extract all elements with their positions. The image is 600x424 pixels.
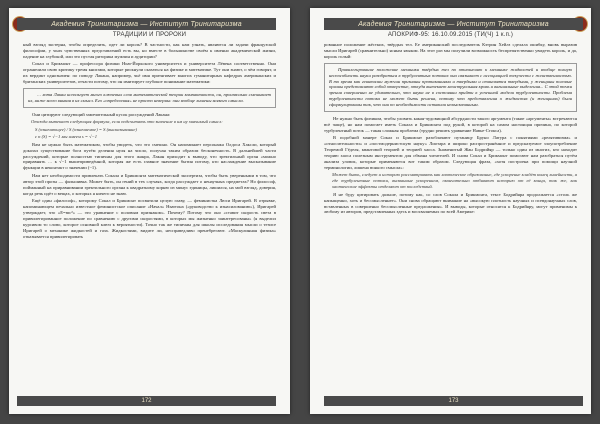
left-section-title: ТРАДИЦИИ И ПРОРОКИ [112,32,187,38]
paragraph: Не нужно быть физиком, чтобы уловить какая-чудовищной абсурдности такого аргумента (такие «аргументы» встречаются всё чаще), но нам помогает иметь Сокала и Брикмонта под рукой, в которой на самом настоящая причина, по которой турбулентный поток — такая сложная проблема (трудно решить уравнение Навье-Стокса). [324,116,577,133]
left-body-text [23,42,276,388]
quote-text: Привилегирование положение механики твёрдых тел по отношению к механике жидкостей и вообще полную неспособность науки разобраться в турбулентных потоках она связывает с ассоциацией текучести с женственностью. В то время как гениталии мужчин признаны протаканиями и твердыми и становятся твердыми, у женщины половые органы представляют собой отверстие, откуда вытекает менструальная кровь и вагинальные выделения... С этой точки зрения совершенно не удивительно, что наука не в состоянии прийти к успешной модели турбулентности. Проблема турбулентности потока не может быть решена, потому что представления о жидкостях (и женщинах) были сформулированы так, что они по необходимости оставили невысказанным. [329,66,572,108]
right-header-title: Академия Тринитаризма — Институт Тринитаризма [358,20,549,28]
page-number: 172 [141,398,152,404]
formula-2: с n (S) = √−1 мы имеем s = √−1 [35,134,98,140]
right-body-text [324,42,577,388]
right-page [310,8,591,414]
paragraph: Они цитируют следующий замечательный кусок рассуждений Лакана: [32,111,171,117]
paragraph: Нам нет необходимости привлекать Сокала и Брикмонта математической экспертиза, чтобы быть уверенными в том, что автор этой прозы — фальшивка. Может быть, он гений в тех случаях, когда рассуждает о ненаучных предметах? Но философ, пойманный на приравнивании эректильного органа к квадратному корню из минус единицы, лишился, на мой взгляд, доверия, когда речь идёт о вещах, о которых я ничего не знаю. [23,172,276,196]
right-section-title: АПОКРИФ-95: 16.10.09.2015 (ТИ(Ч) 1 к.п.) [387,32,514,38]
right-footer-band [324,396,583,406]
paragraph: Вам не нужно быть математиком, чтобы увидеть, что это смешно. Он напоминает персонажа Олдоса Хаксли, который доказал существование бога путём деления нуля на число, получая таким образом бесконечность. В дальнейшей части рассуждений, которые полностью типичны для этого жанра, Лакан приходит к выводу, что эректильный орган «можно приравнять … к √−1 вышеприведённой, которая же есть главное значение бытия потому, кто наслаждение высказывание функции в неконтакт о значении (−1). [23,141,276,171]
left-page [9,8,290,414]
paragraph: рованное положение жёстких, твёрдых тел. Ее американский последователь Кэтрин Хейлз сделала ошибку, вновь выразив мысли Иригарей (сравнительно) ясным языком. На этот раз мы получили возможность беспрепятственно увидеть король, и да, король голый: [324,42,577,59]
left-header-band [17,18,276,30]
quote-box [324,63,577,112]
paragraph: Ещё один «философ», которому Сокал и Брикмонт посвятили целую главу, — феминистка Люси Иригарей. В отрывке, напоминающем печально известное феминистское описание «Начал» Ньютона («руководство к изнасилованию»), Иригарей утверждает, что «E=mc²» — это уравнение с половым признаком». Почему? Потому что оно «ставит скорость света в привилегированное положение по сравнению с другими скоростями, в которых мы жизненно заинтересованы» (я выделил курсивом то слово, которое основной ключ к вероятности). Точно так же типичны для школы исследования мысли о тезисе Иригарей о механике жидкостей и газа. Жидкостями, видите ли, несправедливо пренебрегают. «Маскулинная физика» отказывается привилегировать [23,198,276,239]
left-header-title: Академия Тринитаризма — Институт Тринитаризма [51,20,242,28]
quote-box [23,88,276,108]
page-number: 173 [448,398,459,404]
paragraph: В подобной манере Сокал и Брикмонт разоблачают путаницу Бруно Латура с понятиями «релятивизма» и «относительности» и «постмодернистскую науку» Лиотара и широко распространённое и предсказуемое злоупотребление Теоремой Гёделя, квантовой теорией и теорией хаоса. Знаменитый Жан Бодрийяр — только один из многих, кто находит теорию хаоса полезным инструментом для обмана читателей. И снова Сокал и Брикмонт помогают нам разобраться путём анализа уловок, которые применяются вот таким образом. Следующая фраза, «хотя построена при помощи научной терминологии, лишена всякого смысла»: [324,135,577,170]
paragraph: Я не буду цитировать дальше, потому как, со слов Сокала и Брикмонта, текст Бодрийяра продолжается «столь же напыщенно, хоть и бессмысленнее». Они снова обращают внимание на «высокую плотность научных и псевдонаучных слов, вставленных в совершенно бессмысленные предложения». И выводы, которые относятся к Бодрийяру, могут применимы к любому из авторов, представленных здесь и восхваляемых по всей Америке: [324,191,577,215]
right-header-band [324,18,583,30]
paragraph: Сокал и Брикмонт — профессора физики Нью-Йоркского университета и университета Лёвена соответственно. Они ограничили свою критику тремя книгами, которые рискнули сказаться на физике и математике. Тут они знают, о чём говорят, и их вердикт однозначен: по поводу Лакана, например, чьё имя притягивает многих гуманитарных кафедрах американских и британских университетов, отчасти потому, что он имитирует глубокое понимание математики: [23,61,276,85]
paragraph: ный взгляд экстерна, чтобы определить, одет ли король? В частности, как нам узнать, являются ли задачи французской философии, у чьих чувственных представлений есть вы, но вместе в большинстве своём к именно академической жизни, падение на глубокой, или это пустая риторика мужчин и аудитории? [23,42,276,59]
left-footer-band [17,396,276,406]
quote-text: … хотя Лакан использует много ключевых слов математической теории компактности, он, произвольно смешивает их, ниже всего вникая в их смысл. Его «определения» не просто неверны: они вообще лишены всякого смысла. [28,91,271,103]
quote-text: Может быть, следует и историю рассматривать как хаотическое образование, где ускорение кладёт конец линейности, а где турбулентные потоки, вызванные ускорением, окончательно отбивают историю от её конца, так же, как хаотические эффекты отделяют от последствий. [332,172,577,190]
formula-1: S (означающее) / S (означаемое) = S (высказывание) [35,126,137,132]
quote-text: Отсюда вытекает следующая формула, если подсчитать это значение в им ну значимый смысл: [31,119,223,125]
